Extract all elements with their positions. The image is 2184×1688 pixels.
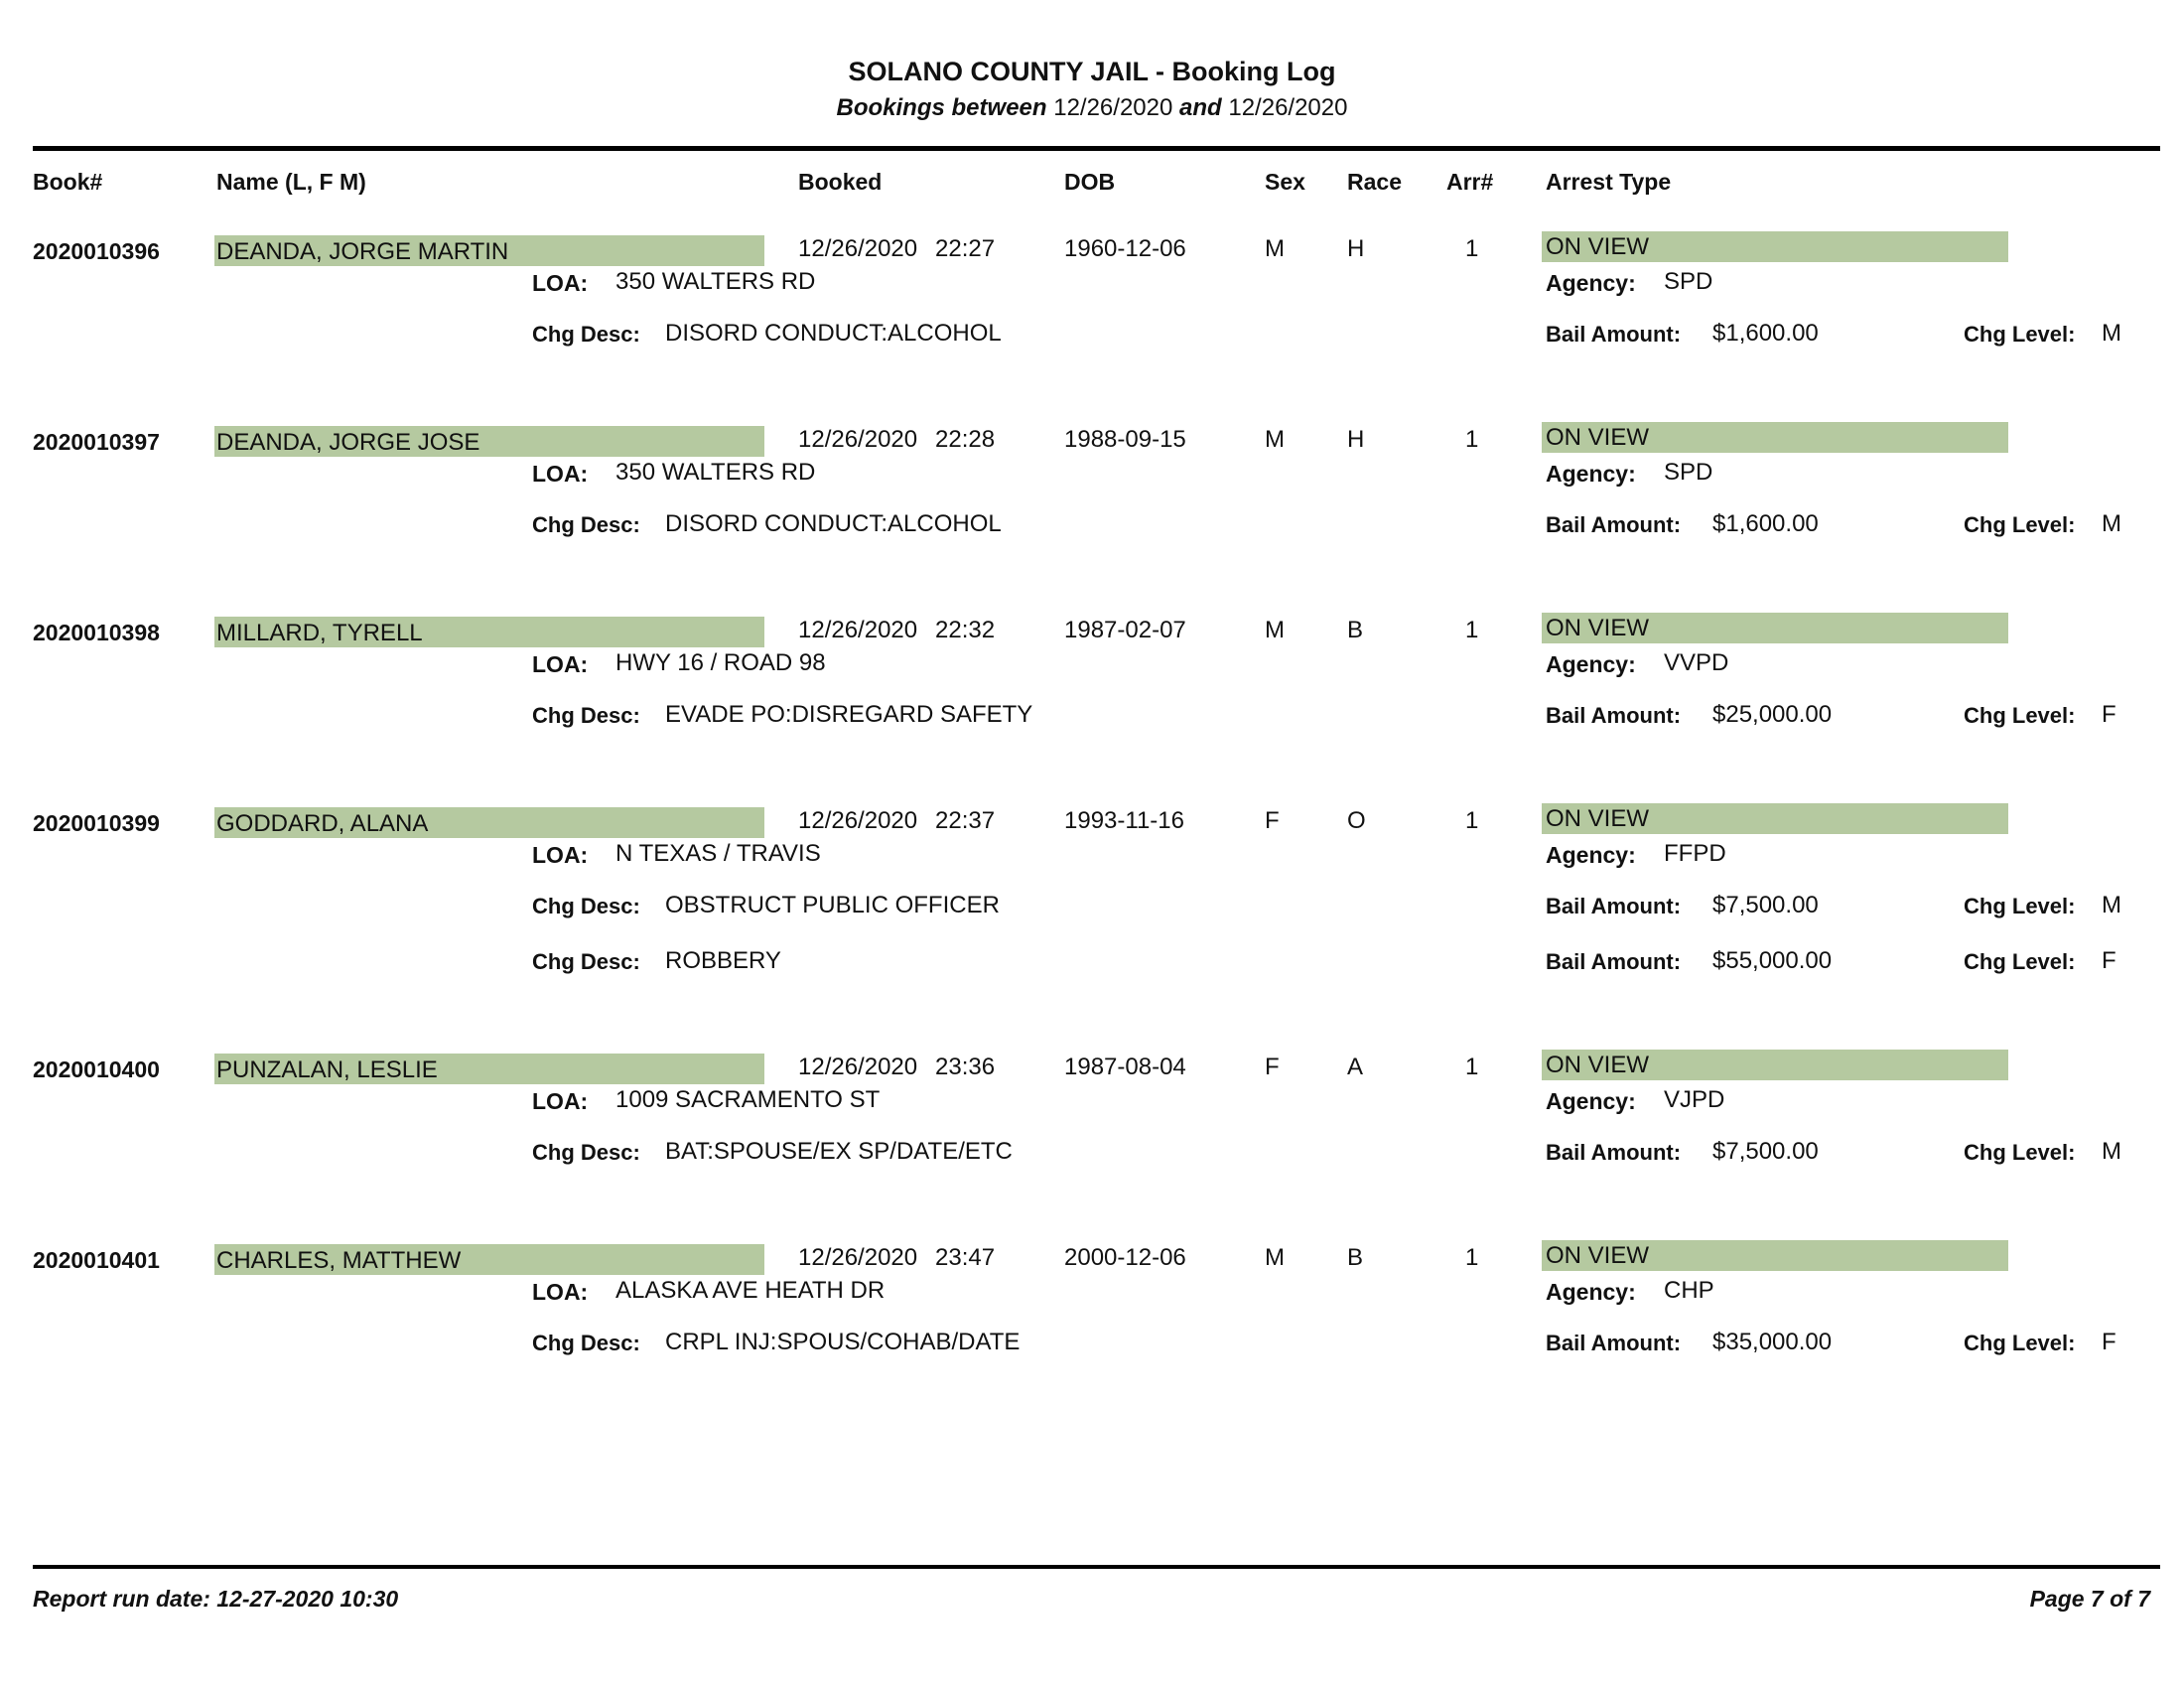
loa-value: 350 WALTERS RD <box>615 268 816 295</box>
chg-level-value: M <box>2102 320 2121 347</box>
col-header-name: Name (L, F M) <box>216 169 366 195</box>
bail-label: Bail Amount: <box>1546 894 1682 918</box>
chg-desc-label: Chg Desc: <box>532 512 640 537</box>
booked-date: 12/26/2020 <box>798 1244 918 1271</box>
chg-desc-label: Chg Desc: <box>532 1331 640 1355</box>
loa-label: LOA: <box>532 461 589 487</box>
book-number: 2020010400 <box>33 1056 160 1082</box>
booked-time: 22:37 <box>935 807 996 834</box>
sex: F <box>1265 1054 1280 1080</box>
agency-value: SPD <box>1664 268 1713 295</box>
agency-value: SPD <box>1664 459 1713 486</box>
loa-value: N TEXAS / TRAVIS <box>615 840 821 867</box>
arrest-type: ON VIEW <box>1546 424 1650 451</box>
race: A <box>1347 1054 1364 1080</box>
agency-value: VJPD <box>1664 1086 1725 1113</box>
sex: M <box>1265 235 1285 262</box>
arrest-number: 1 <box>1465 1054 1479 1080</box>
col-header-dob: DOB <box>1064 169 1116 195</box>
agency-value: VVPD <box>1664 649 1729 676</box>
bail-amount: $1,600.00 <box>1712 510 1819 537</box>
booked-time: 23:47 <box>935 1244 996 1271</box>
chg-desc-value: EVADE PO:DISREGARD SAFETY <box>665 701 1033 728</box>
bail-label: Bail Amount: <box>1546 322 1682 347</box>
bail-amount: $7,500.00 <box>1712 1138 1819 1165</box>
top-divider <box>33 146 2160 151</box>
bail-label: Bail Amount: <box>1546 703 1682 728</box>
dob: 2000-12-06 <box>1064 1244 1186 1271</box>
loa-label: LOA: <box>532 651 589 677</box>
bail-label: Bail Amount: <box>1546 949 1682 974</box>
race: B <box>1347 1244 1364 1271</box>
chg-level-label: Chg Level: <box>1964 894 2076 918</box>
race: H <box>1347 426 1365 453</box>
arrest-type: ON VIEW <box>1546 1242 1650 1269</box>
book-number: 2020010396 <box>33 238 160 264</box>
agency-label: Agency: <box>1546 1279 1636 1305</box>
arrest-number: 1 <box>1465 426 1479 453</box>
sex: F <box>1265 807 1280 834</box>
bail-amount: $1,600.00 <box>1712 320 1819 347</box>
end-date: 12/26/2020 <box>1228 94 1348 121</box>
bail-label: Bail Amount: <box>1546 1331 1682 1355</box>
bail-label: Bail Amount: <box>1546 512 1682 537</box>
booked-date: 12/26/2020 <box>798 617 918 643</box>
booked-date: 12/26/2020 <box>798 426 918 453</box>
chg-level-label: Chg Level: <box>1964 1140 2076 1165</box>
arrest-type: ON VIEW <box>1546 805 1650 832</box>
inmate-name: CHARLES, MATTHEW <box>216 1247 462 1274</box>
chg-desc-value: DISORD CONDUCT:ALCOHOL <box>665 510 1002 537</box>
chg-desc-value: CRPL INJ:SPOUS/COHAB/DATE <box>665 1329 1021 1355</box>
report-run-date: Report run date: 12-27-2020 10:30 <box>33 1586 399 1612</box>
subtitle-prefix: Bookings between <box>836 94 1047 121</box>
chg-desc-value: ROBBERY <box>665 947 781 974</box>
booked-time: 22:28 <box>935 426 996 453</box>
book-number: 2020010397 <box>33 429 160 455</box>
agency-label: Agency: <box>1546 651 1636 677</box>
inmate-name: PUNZALAN, LESLIE <box>216 1056 438 1083</box>
chg-desc-value: OBSTRUCT PUBLIC OFFICER <box>665 892 1000 918</box>
loa-value: 350 WALTERS RD <box>615 459 816 486</box>
chg-desc-label: Chg Desc: <box>532 322 640 347</box>
subtitle-and: and <box>1179 94 1222 121</box>
chg-level-value: M <box>2102 510 2121 537</box>
bail-amount: $35,000.00 <box>1712 1329 1833 1355</box>
race: H <box>1347 235 1365 262</box>
bail-amount: $25,000.00 <box>1712 701 1833 728</box>
sex: M <box>1265 426 1285 453</box>
inmate-name: DEANDA, JORGE MARTIN <box>216 238 509 265</box>
arrest-number: 1 <box>1465 1244 1479 1271</box>
agency-label: Agency: <box>1546 842 1636 868</box>
bail-label: Bail Amount: <box>1546 1140 1682 1165</box>
loa-value: ALASKA AVE HEATH DR <box>615 1277 886 1304</box>
agency-label: Agency: <box>1546 461 1636 487</box>
chg-desc-value: BAT:SPOUSE/EX SP/DATE/ETC <box>665 1138 1013 1165</box>
arrest-number: 1 <box>1465 235 1479 262</box>
chg-level-label: Chg Level: <box>1964 322 2076 347</box>
arrest-type: ON VIEW <box>1546 233 1650 260</box>
chg-level-label: Chg Level: <box>1964 703 2076 728</box>
loa-label: LOA: <box>532 270 589 296</box>
booked-date: 12/26/2020 <box>798 807 918 834</box>
inmate-name: MILLARD, TYRELL <box>216 620 423 646</box>
chg-level-value: M <box>2102 892 2121 918</box>
booked-date: 12/26/2020 <box>798 235 918 262</box>
page-number: Page 7 of 7 <box>2029 1586 2150 1612</box>
chg-desc-value: DISORD CONDUCT:ALCOHOL <box>665 320 1002 347</box>
race: O <box>1347 807 1366 834</box>
col-header-book: Book# <box>33 169 103 195</box>
sex: M <box>1265 617 1285 643</box>
arrest-type: ON VIEW <box>1546 615 1650 641</box>
book-number: 2020010399 <box>33 810 160 836</box>
arrest-number: 1 <box>1465 617 1479 643</box>
col-header-arr: Arr# <box>1446 169 1494 195</box>
chg-level-value: M <box>2102 1138 2121 1165</box>
col-header-race: Race <box>1347 169 1402 195</box>
chg-level-label: Chg Level: <box>1964 1331 2076 1355</box>
chg-desc-label: Chg Desc: <box>532 949 640 974</box>
report-title: SOLANO COUNTY JAIL - Booking Log <box>848 57 1336 86</box>
chg-desc-label: Chg Desc: <box>532 894 640 918</box>
bail-amount: $55,000.00 <box>1712 947 1833 974</box>
inmate-name: DEANDA, JORGE JOSE <box>216 429 480 456</box>
agency-value: CHP <box>1664 1277 1714 1304</box>
chg-level-value: F <box>2102 701 2116 728</box>
agency-label: Agency: <box>1546 1088 1636 1114</box>
bail-amount: $7,500.00 <box>1712 892 1819 918</box>
dob: 1960-12-06 <box>1064 235 1186 262</box>
loa-value: 1009 SACRAMENTO ST <box>615 1086 881 1113</box>
report-date-range <box>0 94 2184 122</box>
chg-level-label: Chg Level: <box>1964 512 2076 537</box>
booked-time: 22:27 <box>935 235 996 262</box>
booked-time: 23:36 <box>935 1054 996 1080</box>
col-header-arrest-type: Arrest Type <box>1546 169 1672 195</box>
col-header-booked: Booked <box>798 169 883 195</box>
arrest-number: 1 <box>1465 807 1479 834</box>
book-number: 2020010398 <box>33 620 160 645</box>
loa-label: LOA: <box>532 842 589 868</box>
dob: 1988-09-15 <box>1064 426 1186 453</box>
booked-time: 22:32 <box>935 617 996 643</box>
dob: 1987-02-07 <box>1064 617 1186 643</box>
agency-label: Agency: <box>1546 270 1636 296</box>
loa-label: LOA: <box>532 1279 589 1305</box>
chg-level-value: F <box>2102 947 2116 974</box>
bottom-divider <box>33 1565 2160 1569</box>
loa-label: LOA: <box>532 1088 589 1114</box>
book-number: 2020010401 <box>33 1247 160 1273</box>
sex: M <box>1265 1244 1285 1271</box>
chg-level-label: Chg Level: <box>1964 949 2076 974</box>
col-header-sex: Sex <box>1265 169 1305 195</box>
start-date: 12/26/2020 <box>1053 94 1173 121</box>
arrest-type: ON VIEW <box>1546 1052 1650 1078</box>
loa-value: HWY 16 / ROAD 98 <box>615 649 826 676</box>
agency-value: FFPD <box>1664 840 1726 867</box>
dob: 1987-08-04 <box>1064 1054 1186 1080</box>
dob: 1993-11-16 <box>1064 807 1184 834</box>
chg-desc-label: Chg Desc: <box>532 703 640 728</box>
inmate-name: GODDARD, ALANA <box>216 810 429 837</box>
race: B <box>1347 617 1364 643</box>
booked-date: 12/26/2020 <box>798 1054 918 1080</box>
chg-level-value: F <box>2102 1329 2116 1355</box>
chg-desc-label: Chg Desc: <box>532 1140 640 1165</box>
